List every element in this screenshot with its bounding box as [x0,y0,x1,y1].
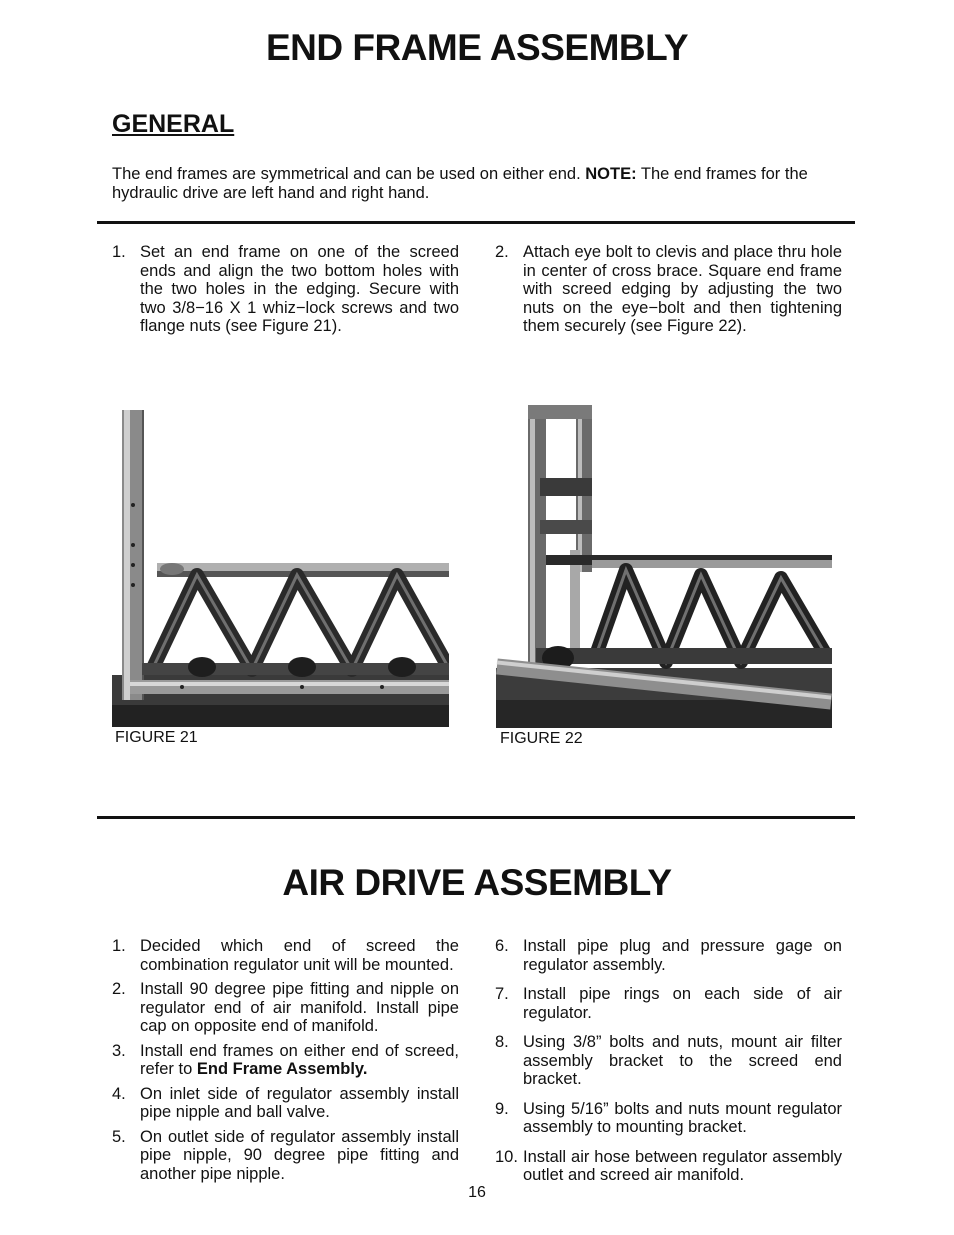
step-number: 1. [112,937,126,955]
step-item [112,1042,459,1079]
step-text: Install pipe plug and pressure gage on regulator assembly. [523,937,842,974]
step-number: 5. [112,1127,126,1146]
step-number: 2. [112,980,126,998]
intro-paragraph [112,165,852,203]
figure-21-caption: FIGURE 21 [115,729,198,746]
figure-22-caption: FIGURE 22 [500,730,583,747]
step-text: On outlet side of regulator assembly install pipe nipple, 90 degree pipe fitting and another pipe nipple. [140,1127,459,1183]
step-text: Install 90 degree pipe fitting and nipple on regulator end of air manifold. Install pipe cap on opposite end of manifold. [140,980,459,1035]
step-item [112,243,459,336]
step-number: 8. [495,1033,509,1051]
step-text: Using 3/8” bolts and nuts, mount air filter assembly bracket to the screed end bracket. [523,1033,842,1088]
horizontal-divider [97,221,855,224]
step-item [495,1033,842,1089]
end-frame-steps-left [112,243,459,342]
figure-22-photo [496,400,832,728]
cross-reference: End Frame Assembly. [196,1060,368,1078]
note-text: The end frames for the hydraulic drive are left hand and right hand. [112,165,808,202]
step-item [112,980,459,1036]
air-drive-steps-right [495,937,842,1196]
step-item [112,1085,459,1122]
step-text: Set an end frame on one of the screed ends and align the two bottom holes with the two holes in the edging. Secure with two 3/8−16 X 1 whiz−lock screws and two flange nuts (see Figure 21). [140,243,459,335]
step-number: 10. [495,1147,518,1166]
step-text: Using 5/16” bolts and nuts mount regulator assembly to mounting bracket. [523,1099,842,1136]
intro-text: The end frames are symmetrical and can be used on either end. [112,165,581,183]
step-item [495,1148,842,1185]
note-label: NOTE: [585,165,637,183]
step-text [140,1042,459,1079]
page-number: 16 [468,1184,486,1201]
step-number: 7. [495,985,509,1003]
section-heading-general: GENERAL [112,110,235,138]
step-number: 2. [495,243,509,261]
section-title-air-drive: AIR DRIVE ASSEMBLY [282,862,672,903]
step-text-plain: Install end frames on either end of screed, refer to [140,1041,459,1078]
step-item [495,985,842,1022]
step-item [495,243,842,336]
step-text: Attach eye bolt to clevis and place thru hole in center of cross brace. Square end frame with screed edging by adjusting the two nuts on the eye−bolt and then tightening them securely (see Figure 22). [523,243,842,335]
figure-21-photo [112,405,449,727]
step-number: 6. [495,937,509,955]
end-frame-steps-right [495,243,842,342]
step-item [112,1128,459,1184]
step-number: 4. [112,1084,126,1103]
step-text: Install air hose between regulator assembly outlet and screed air manifold. [523,1147,842,1184]
step-text: Decided which end of screed the combination regulator unit will be mounted. [140,937,459,974]
step-text: Install pipe rings on each side of air regulator. [523,985,842,1022]
step-number: 1. [112,243,126,261]
step-item [495,1100,842,1137]
step-number: 3. [112,1041,126,1060]
step-item [495,937,842,974]
section-title-end-frame: END FRAME ASSEMBLY [265,27,689,68]
air-drive-steps-left [112,937,459,1189]
step-number: 9. [495,1099,509,1118]
step-item [112,937,459,974]
horizontal-divider [97,816,855,819]
step-text: On inlet side of regulator assembly install pipe nipple and ball valve. [140,1084,459,1121]
